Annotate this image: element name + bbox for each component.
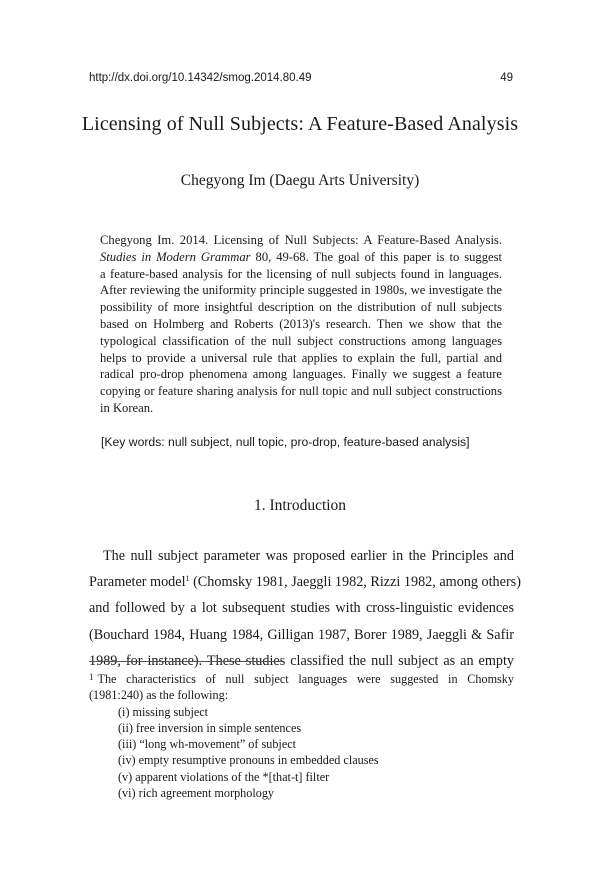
footnote-text: The characteristics of null subject languages were suggested in Chomsky — [97, 672, 514, 686]
body-line — [89, 569, 521, 595]
abstract — [100, 232, 502, 417]
keywords: [Key words: null subject, null topic, pro-drop, feature-based analysis] — [101, 435, 470, 449]
abstract-line: Chegyong Im. 2014. Licensing of Null Subjects: A Feature-Based Analysis. — [100, 233, 502, 247]
journal-name: Studies in Modern Grammar — [100, 249, 251, 264]
abstract-line: radical pro-drop phenomena among languages. Finally we suggest a feature — [100, 367, 502, 382]
page-number: 49 — [500, 72, 513, 84]
abstract-line: possibility of more insightful description on the distribution of null subjects — [100, 300, 502, 315]
abstract-line: After reviewing the uniformity principle suggested in 1980s, we investigate the — [100, 283, 502, 298]
abstract-line: based on Holmberg and Roberts (2013)'s research. Then we show that the — [100, 316, 502, 331]
section-heading: 1. Introduction — [253, 497, 347, 514]
footnote-list-item: (vi) rich agreement morphology — [118, 786, 275, 801]
body-line: The null subject parameter was proposed earlier in the Principles and — [103, 548, 514, 564]
footnote-marker: 1 — [89, 672, 94, 682]
abstract-line: typological classification of the null subject constructions among languages — [100, 333, 502, 348]
abstract-line: in Korean. — [100, 400, 154, 415]
abstract-text: 80, 49-68. The goal of this paper is to suggest — [250, 249, 502, 264]
author-affiliation: Chegyong Im (Daegu Arts University) — [180, 172, 420, 189]
footnote-list-item: (ii) free inversion in simple sentences — [118, 720, 302, 735]
footnote-line: (1981:240) as the following: — [89, 688, 229, 703]
abstract-line: helps to provide a universal rule that applies to explain the full, partial and — [100, 350, 502, 365]
abstract-line: a feature-based analysis for the licensing of null subjects found in languages. — [100, 266, 502, 281]
footnote-reference[interactable]: 1 — [185, 574, 190, 584]
footnote-list-item: (v) apparent violations of the *[that-t] filter — [118, 769, 330, 784]
body-line: (Bouchard 1984, Huang 1984, Gilligan 1987, Borer 1989, Jaeggli & Safir — [89, 626, 514, 643]
footnote — [89, 669, 514, 801]
paper-title: Licensing of Null Subjects: A Feature-Based Analysis — [81, 113, 519, 135]
footnote-list-item: (iii) “long wh-movement” of subject — [118, 737, 297, 752]
body-text: Parameter model — [89, 574, 186, 591]
abstract-line: copying or feature sharing analysis for null topic and null subject constructions — [100, 384, 502, 399]
body-text: (Chomsky 1981, Jaeggli 1982, Rizzi 1982, among others) — [189, 574, 521, 591]
footnote-list-item: (iv) empty resumptive pronouns in embedded clauses — [118, 753, 379, 768]
body-paragraph — [89, 543, 521, 674]
footnote-list-item: (i) missing subject — [118, 704, 209, 719]
doi-link[interactable]: http://dx.doi.org/10.14342/smog.2014.80.49 — [89, 72, 312, 84]
abstract-line — [100, 249, 502, 266]
body-line: and followed by a lot subsequent studies with cross-linguistic evidences — [89, 600, 514, 617]
footnote-divider — [89, 661, 282, 662]
footnote-line — [89, 669, 514, 687]
body-line: 1989, for instance). These studies classified the null subject as an empty — [89, 652, 514, 669]
